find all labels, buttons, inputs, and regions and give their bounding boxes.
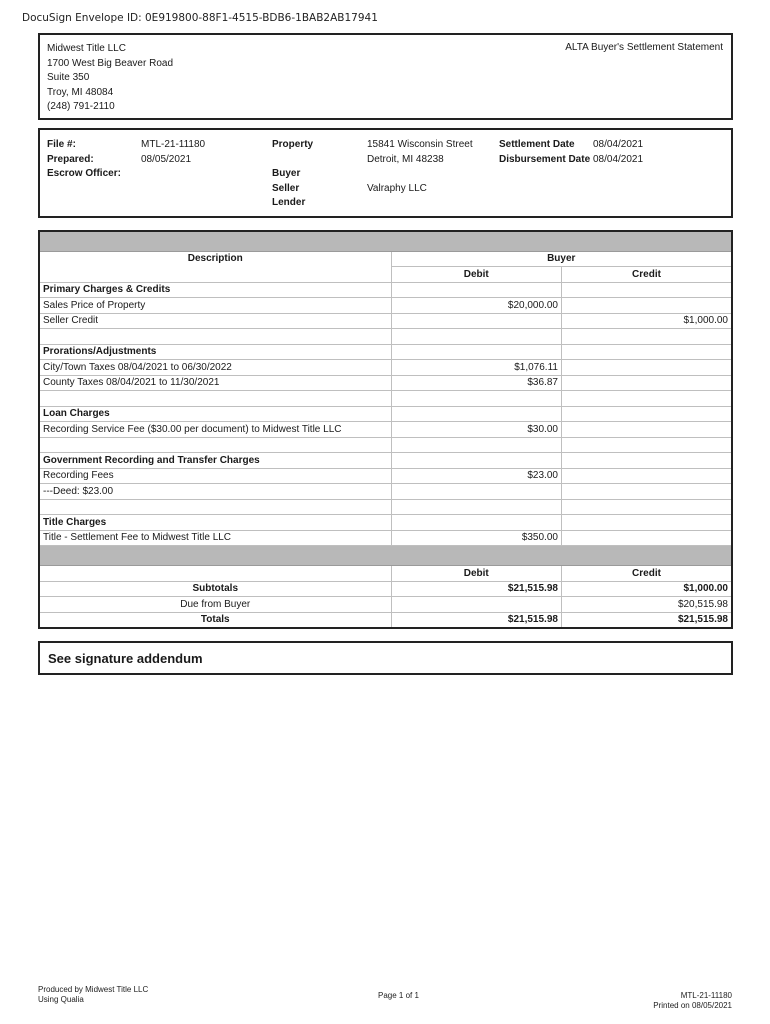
- disbursement-date-label: Disbursement Date: [499, 153, 591, 165]
- totals-credit-header: Credit: [561, 566, 732, 582]
- section-row: [39, 453, 732, 469]
- section-row: [39, 406, 732, 422]
- totals-row: [39, 581, 732, 597]
- prepared-value: 08/05/2021: [141, 153, 192, 165]
- table-row: [39, 360, 732, 376]
- row-debit: $36.87: [391, 375, 561, 391]
- file-number-value: MTL-21-11180: [141, 139, 206, 150]
- row-description: [39, 391, 391, 407]
- row-description: Government Recording and Transfer Charges: [39, 453, 391, 469]
- settlement-table: [38, 230, 733, 629]
- row-credit: [561, 375, 732, 391]
- totals-header-blank: [39, 566, 391, 582]
- row-debit: [391, 499, 561, 515]
- row-credit: [561, 422, 732, 438]
- section-row: [39, 344, 732, 360]
- totals-credit: $1,000.00: [561, 581, 732, 597]
- row-debit: [391, 406, 561, 422]
- row-description: County Taxes 08/04/2021 to 11/30/2021: [39, 375, 391, 391]
- seller-value: Valraphy LLC: [367, 182, 427, 194]
- footer-using: Using Qualia: [38, 995, 84, 1004]
- totals-separator-band: [39, 546, 732, 566]
- row-description: [39, 329, 391, 345]
- footer-file-number: MTL-21-11180: [680, 991, 732, 1000]
- file-number-label: File #:: [47, 139, 76, 150]
- file-info-box: [38, 128, 733, 218]
- row-credit: [561, 437, 732, 453]
- row-debit: [391, 453, 561, 469]
- company-name: Midwest Title LLC: [47, 43, 126, 54]
- document-title: ALTA Buyer's Settlement Statement: [565, 42, 723, 53]
- row-description: Recording Fees: [39, 468, 391, 484]
- row-description: ---Deed: $23.00: [39, 484, 391, 500]
- prepared-label: Prepared:: [47, 153, 94, 165]
- property-address-line2: Detroit, MI 48238: [367, 153, 444, 165]
- row-credit: [561, 344, 732, 360]
- buyer-header: Buyer: [391, 251, 732, 267]
- table-top-band: [39, 231, 732, 251]
- row-description: Primary Charges & Credits: [39, 282, 391, 298]
- row-credit: [561, 515, 732, 531]
- company-phone: (248) 791-2110: [47, 101, 115, 112]
- totals-row: [39, 597, 732, 613]
- row-description: Seller Credit: [39, 313, 391, 329]
- row-debit: [391, 344, 561, 360]
- company-address-block: [47, 42, 173, 115]
- table-header-row: [39, 251, 732, 267]
- row-debit: [391, 515, 561, 531]
- row-description: [39, 499, 391, 515]
- table-row: [39, 530, 732, 546]
- totals-label: Due from Buyer: [39, 597, 391, 613]
- row-debit: [391, 391, 561, 407]
- company-suite: Suite 350: [47, 72, 90, 83]
- row-description: Title Charges: [39, 515, 391, 531]
- description-header: Description: [39, 251, 391, 282]
- row-debit: $1,076.11: [391, 360, 561, 376]
- row-description: Prorations/Adjustments: [39, 344, 391, 360]
- signature-addendum-box: [38, 641, 733, 675]
- row-description: Loan Charges: [39, 406, 391, 422]
- footer-produced-by: Produced by Midwest Title LLC: [38, 985, 149, 994]
- totals-credit: $20,515.98: [561, 597, 732, 613]
- spacer-row: [39, 329, 732, 345]
- spacer-row: [39, 499, 732, 515]
- row-debit: [391, 329, 561, 345]
- totals-debit: $21,515.98: [391, 612, 561, 628]
- table-row: [39, 484, 732, 500]
- company-street: 1700 West Big Beaver Road: [47, 57, 174, 69]
- settlement-date-value: 08/04/2021: [593, 139, 644, 150]
- debit-header: Debit: [391, 267, 561, 283]
- table-row: [39, 468, 732, 484]
- property-label: Property: [272, 139, 314, 150]
- totals-debit-header: Debit: [391, 566, 561, 582]
- totals-header-row: [39, 566, 732, 582]
- lender-label: Lender: [272, 197, 306, 208]
- seller-label: Seller: [272, 182, 300, 194]
- row-credit: [561, 453, 732, 469]
- row-credit: [561, 329, 732, 345]
- row-debit: $20,000.00: [391, 298, 561, 314]
- disbursement-date-value: 08/04/2021: [593, 153, 644, 165]
- credit-header: Credit: [561, 267, 732, 283]
- row-credit: [561, 530, 732, 546]
- property-address-line1: 15841 Wisconsin Street: [367, 139, 473, 150]
- row-description: Recording Service Fee ($30.00 per document) to Midwest Title LLC: [39, 422, 391, 438]
- row-credit: [561, 468, 732, 484]
- table-row: [39, 375, 732, 391]
- row-credit: [561, 391, 732, 407]
- footer-page-number: Page 1 of 1: [378, 991, 419, 1000]
- row-credit: [561, 499, 732, 515]
- row-debit: $23.00: [391, 468, 561, 484]
- buyer-label: Buyer: [272, 168, 301, 179]
- section-row: [39, 515, 732, 531]
- totals-label: Subtotals: [39, 581, 391, 597]
- totals-debit: $21,515.98: [391, 581, 561, 597]
- totals-label: Totals: [39, 612, 391, 628]
- row-description: Title - Settlement Fee to Midwest Title LLC: [39, 530, 391, 546]
- totals-row: [39, 612, 732, 628]
- row-credit: $1,000.00: [561, 313, 732, 329]
- spacer-row: [39, 437, 732, 453]
- company-header-box: [38, 33, 733, 120]
- spacer-row: [39, 391, 732, 407]
- table-row: [39, 298, 732, 314]
- footer-file-info: [653, 991, 732, 1011]
- totals-credit: $21,515.98: [561, 612, 732, 628]
- row-credit: [561, 360, 732, 376]
- row-debit: [391, 437, 561, 453]
- separator-band-cell: [39, 546, 732, 566]
- totals-debit: [391, 597, 561, 613]
- row-credit: [561, 298, 732, 314]
- row-debit: $30.00: [391, 422, 561, 438]
- row-description: [39, 437, 391, 453]
- footer-printed-on: Printed on 08/05/2021: [653, 1001, 732, 1010]
- row-debit: [391, 484, 561, 500]
- settlement-date-label: Settlement Date: [499, 139, 575, 150]
- row-credit: [561, 484, 732, 500]
- row-description: City/Town Taxes 08/04/2021 to 06/30/2022: [39, 360, 391, 376]
- footer-producer: [38, 985, 148, 1005]
- company-city: Troy, MI 48084: [47, 86, 114, 98]
- signature-addendum-text: See signature addendum: [48, 651, 203, 666]
- table-row: [39, 313, 732, 329]
- table-row: [39, 422, 732, 438]
- row-debit: $350.00: [391, 530, 561, 546]
- row-description: Sales Price of Property: [39, 298, 391, 314]
- docusign-envelope-id: DocuSign Envelope ID: 0E919800-88F1-4515-BDB6-1BAB2AB17941: [22, 12, 378, 24]
- section-row: [39, 282, 732, 298]
- escrow-officer-label: Escrow Officer:: [47, 168, 121, 179]
- row-debit: [391, 313, 561, 329]
- row-debit: [391, 282, 561, 298]
- row-credit: [561, 406, 732, 422]
- row-credit: [561, 282, 732, 298]
